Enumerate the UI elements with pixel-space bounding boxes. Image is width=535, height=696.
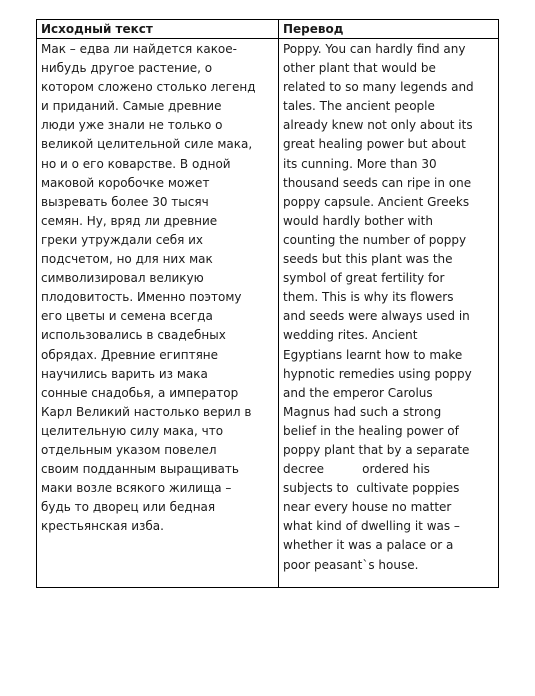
source-text-line: подсчетом, но для них мак [41,252,213,267]
source-text-line: но и о его коварстве. В одной [41,156,231,171]
source-text-line: маковой коробочке может [41,175,210,190]
source-text-line: греки утруждали себя их [41,232,204,247]
source-text-line: котором сложено столько легенд [41,80,256,95]
source-text-line: и приданий. Самые древние [41,99,222,114]
source-text-line: использовались в свадебных [41,328,226,343]
translation-text-line: Egyptians learnt how to make [283,347,463,362]
translation-text-line: and seeds were always used in [283,309,470,324]
source-text-line: символизировал великую [41,271,204,286]
source-text-line: великой целительной силе мака, [41,137,253,152]
translation-text-line: decree ordered his [283,462,430,477]
translation-text-line: and the emperor Carolus [283,385,433,400]
source-text-line: отдельным указом повелел [41,442,217,457]
translation-text-line: poppy capsule. Ancient Greeks [283,194,470,209]
source-text-line: Карл Великий настолько верил в [41,404,252,419]
translation-text-line: near every house no matter [283,500,452,515]
translation-text-line: poppy plant that by a separate [283,442,470,457]
translation-text-line: would hardly bother with [283,213,433,228]
source-text-line: крестьянская изба. [41,519,164,534]
source-text-line: маки возле всякого жилища – [41,481,232,496]
source-text-line: научились варить из мака [41,366,208,381]
source-text-line: его цветы и семена всегда [41,309,213,324]
source-text-cell [37,39,279,587]
source-text-line: своим подданным выращивать [41,462,239,477]
translation-text-line: already knew not only about its [283,118,473,133]
source-text-line: вызревать более 30 тысяч [41,194,209,209]
translation-text-line: Magnus had such a strong [283,404,442,419]
source-text-line: семян. Ну, вряд ли древние [41,213,218,228]
source-text-line: люди уже знали не только о [41,118,223,133]
source-text-line: плодовитость. Именно поэтому [41,290,242,305]
translation-text-line: hypnotic remedies using poppy [283,366,472,381]
translation-text-line: great healing power but about [283,137,466,152]
source-text-line: нибудь другое растение, о [41,61,213,76]
translation-text-line: what kind of dwelling it was – [283,519,460,534]
translation-text-line: symbol of great fertility for [283,271,445,286]
source-text-line: будь то дворец или бедная [41,500,216,515]
source-text-line: Мак – едва ли найдется какое- [41,42,237,56]
header-translation: Перевод [279,20,498,39]
translation-text-line: wedding rites. Ancient [283,328,418,343]
translation-text-line: thousand seeds can ripe in one [283,175,472,190]
translation-text-line: seeds but this plant was the [283,252,453,267]
translation-text-line: other plant that would be [283,61,436,76]
translation-text-line: subjects to cultivate poppies [283,481,460,496]
translation-text-line: poor peasant`s house. [283,557,419,572]
translation-text-line: its cunning. More than 30 [283,156,437,171]
translation-text-line: counting the number of poppy [283,232,467,247]
translation-text-line: tales. The ancient people [283,99,435,114]
translation-text-line: belief in the healing power of [283,423,459,438]
translation-text-cell [279,39,498,587]
header-source-text: Исходный текст [37,20,279,39]
source-text-line: обрядах. Древние египтяне [41,347,219,362]
translation-text-line: them. This is why its flowers [283,290,454,305]
source-text-line: целительную силу мака, что [41,423,224,438]
translation-text-line: related to so many legends and [283,80,474,95]
source-text-line: сонные снадобья, а император [41,385,239,400]
translation-table [36,19,499,588]
translation-text-line: whether it was a palace or a [283,538,454,553]
translation-text-line: Poppy. You can hardly find any [283,42,466,56]
